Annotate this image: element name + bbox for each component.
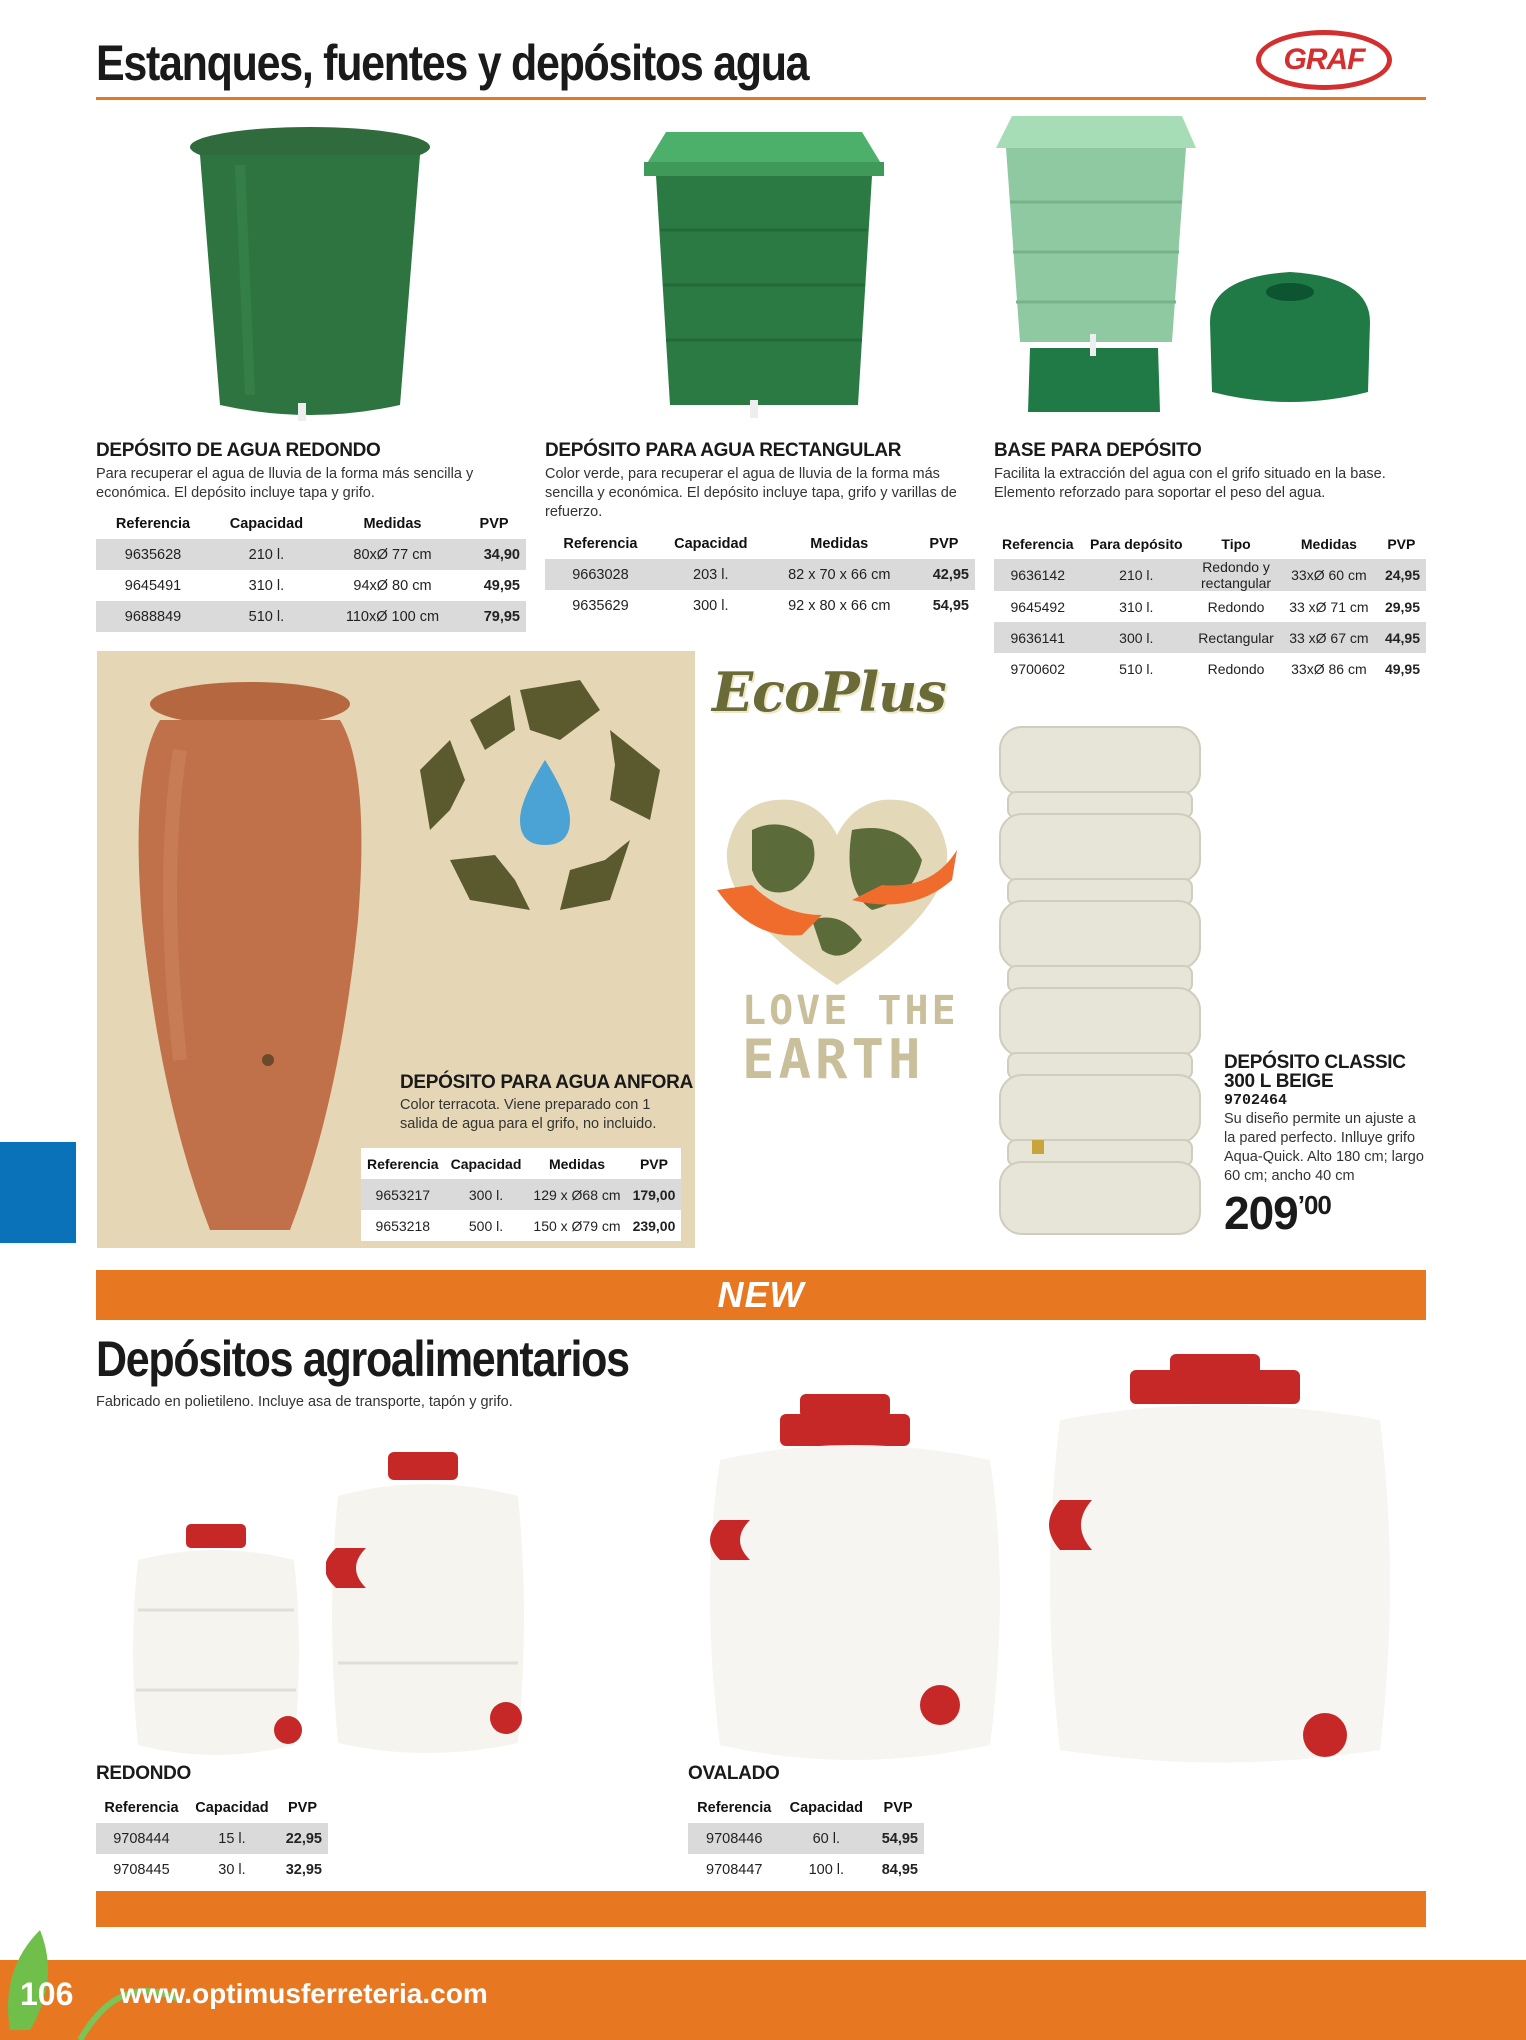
- page-title: Estanques, fuentes y depósitos agua: [96, 35, 809, 91]
- table-header: Medidas: [363, 515, 422, 532]
- product-name-rectangular: DEPÓSITO PARA AGUA RECTANGULAR: [545, 440, 902, 461]
- price: 54,95: [872, 1823, 924, 1854]
- table-header: Tipo: [1221, 535, 1251, 552]
- product-name-agro-ovalado: OVALADO: [688, 1763, 780, 1784]
- price: 24,95: [1377, 559, 1426, 591]
- rectangular-green-tank-image: [636, 120, 892, 420]
- classic-ref: 9702464: [1224, 1092, 1288, 1109]
- table-header: PVP: [479, 515, 509, 532]
- table-header: Referencia: [1001, 535, 1074, 552]
- table-header: Medidas: [548, 1155, 605, 1172]
- table-row: 9645491 310 l. 94xØ 80 cm 49,95: [96, 570, 526, 601]
- price: 54,95: [932, 597, 969, 614]
- table-agro-redondo: [96, 1792, 328, 1885]
- table-header: Referencia: [367, 1155, 439, 1172]
- table-header: PVP: [1387, 535, 1416, 552]
- table-row: 9636142 210 l. Redondo y rectangular 33xØ 60 cm 24,95: [994, 559, 1426, 591]
- price: 32,95: [285, 1861, 322, 1878]
- table-header: Capacidad: [789, 1799, 863, 1816]
- price: 29,95: [1384, 598, 1420, 615]
- product-desc-base: Facilita la extracción del agua con el grifo situado en la base. Elemento reforzado para soportar el peso del agua.: [994, 466, 1386, 501]
- product-desc-rectangular: Color verde, para recuperar el agua de lluvia de la forma más sencilla y económica. El depósito incluye tapa, grifo y varillas de refuerzo.: [545, 466, 957, 520]
- terracotta-amphora-image: [120, 680, 380, 1240]
- table-header: Referencia: [563, 535, 638, 552]
- price: 79,95: [462, 601, 526, 632]
- table-header: Referencia: [697, 1799, 772, 1816]
- price: 84,95: [881, 1861, 918, 1878]
- table-header: Capacidad: [229, 515, 304, 532]
- table-redondo: [96, 508, 526, 632]
- classic-name-line1: DEPÓSITO CLASSIC: [1224, 1052, 1406, 1073]
- slogan-line1: LOVE THE: [742, 988, 959, 1034]
- table-agro-ovalado: [688, 1792, 924, 1885]
- table-anfora: [361, 1148, 681, 1241]
- product-name-base: BASE PARA DEPÓSITO: [994, 440, 1202, 461]
- price: 239,00: [632, 1217, 676, 1234]
- orange-divider: [96, 1891, 1426, 1927]
- table-rectangular: [545, 528, 975, 621]
- table-row: 9653217 300 l. 129 x Ø68 cm 179,00: [361, 1179, 681, 1210]
- beige-classic-tank-image: [990, 722, 1210, 1242]
- price: 49,95: [483, 577, 520, 594]
- table-header: PVP: [288, 1799, 318, 1816]
- table-header: Capacidad: [195, 1799, 269, 1816]
- round-green-tank-image: [180, 125, 440, 425]
- table-row: 9708444 15 l. 22,95: [96, 1823, 328, 1854]
- oval-barrel-100l-image: [1030, 1350, 1410, 1770]
- round-barrel-30l-image: [326, 1448, 536, 1758]
- table-header: Medidas: [1300, 535, 1357, 552]
- section-desc: Fabricado en polietileno. Incluye asa de transporte, tapón y grifo.: [96, 1394, 513, 1410]
- side-tab: [0, 1142, 76, 1243]
- table-row: 9636141 300 l. Rectangular 33 xØ 67 cm 44,95: [994, 622, 1426, 653]
- classic-price: $209^{’00}$: [1224, 1187, 1331, 1239]
- earth-heart-image: [712, 790, 962, 990]
- table-row: 9700602 510 l. Redondo 33xØ 86 cm 49,95: [994, 653, 1426, 684]
- price: 179,00: [627, 1179, 682, 1210]
- price: 42,95: [913, 559, 975, 590]
- table-header: PVP: [883, 1799, 913, 1816]
- website-link[interactable]: www.optimusferreteria.com: [120, 1978, 488, 2009]
- table-header: PVP: [639, 1155, 668, 1172]
- product-name-anfora: DEPÓSITO PARA AGUA ANFORA: [400, 1072, 693, 1093]
- slogan-line2: EARTH: [742, 1028, 925, 1091]
- price: 22,95: [277, 1823, 328, 1854]
- product-desc-redondo: Para recuperar el agua de lluvia de la forma más sencilla y económica. El depósito incluye tapa y grifo.: [96, 466, 474, 501]
- table-row: 9708446 60 l. 54,95: [688, 1823, 924, 1854]
- table-row: 9645492 310 l. Redondo 33 xØ 71 cm 29,95: [994, 591, 1426, 622]
- oval-barrel-60l-image: [700, 1390, 1010, 1770]
- table-row: 9635629 300 l. 92 x 80 x 66 cm 54,95: [545, 590, 975, 621]
- graf-logo: [1256, 30, 1392, 90]
- brand-name: GRAF: [1283, 43, 1365, 76]
- table-header: Referencia: [104, 1799, 179, 1816]
- tank-on-base-image: [990, 112, 1390, 422]
- price: 44,95: [1377, 622, 1426, 653]
- round-barrel-15l-image: [128, 1520, 308, 1760]
- table-base: [994, 528, 1426, 684]
- product-name-redondo: DEPÓSITO DE AGUA REDONDO: [96, 440, 381, 461]
- table-row: 9653218 500 l. 150 x Ø79 cm 239,00: [361, 1210, 681, 1241]
- table-row: 9663028 203 l. 82 x 70 x 66 cm 42,95: [545, 559, 975, 590]
- recycle-water-icon: [410, 670, 680, 930]
- table-header: Para depósito: [1089, 535, 1183, 552]
- table-header: PVP: [929, 535, 959, 552]
- price: 49,95: [1384, 660, 1420, 677]
- section-title: Depósitos agroalimentarios: [96, 1331, 629, 1387]
- title-divider: [96, 97, 1426, 100]
- ecoplus-logo: EcoPlus: [712, 660, 946, 724]
- table-header: Capacidad: [674, 535, 748, 552]
- leaf-icon: [0, 1890, 190, 2040]
- new-banner: NEW: [96, 1270, 1426, 1320]
- table-header: Capacidad: [450, 1155, 522, 1172]
- page-number: 106: [20, 1976, 74, 2012]
- price: 34,90: [462, 539, 526, 570]
- table-row: 9635628 210 l. 80xØ 77 cm 34,90: [96, 539, 526, 570]
- classic-name-line2: 300 L BEIGE: [1224, 1071, 1334, 1092]
- product-name-agro-redondo: REDONDO: [96, 1763, 192, 1784]
- table-header: Medidas: [810, 535, 869, 552]
- product-desc-anfora: Color terracota. Viene preparado con 1 salida de agua para el grifo, no incluido.: [400, 1097, 657, 1132]
- table-row: 9708445 30 l. 32,95: [96, 1854, 328, 1885]
- table-row: 9688849 510 l. 110xØ 100 cm 79,95: [96, 601, 526, 632]
- table-row: 9708447 100 l. 84,95: [688, 1854, 924, 1885]
- table-header: Referencia: [115, 515, 191, 532]
- classic-desc: Su diseño permite un ajuste a la pared perfecto. Inlluye grifo Aqua-Quick. Alto 180 cm; largo 60 cm; ancho 40 cm: [1224, 1111, 1424, 1184]
